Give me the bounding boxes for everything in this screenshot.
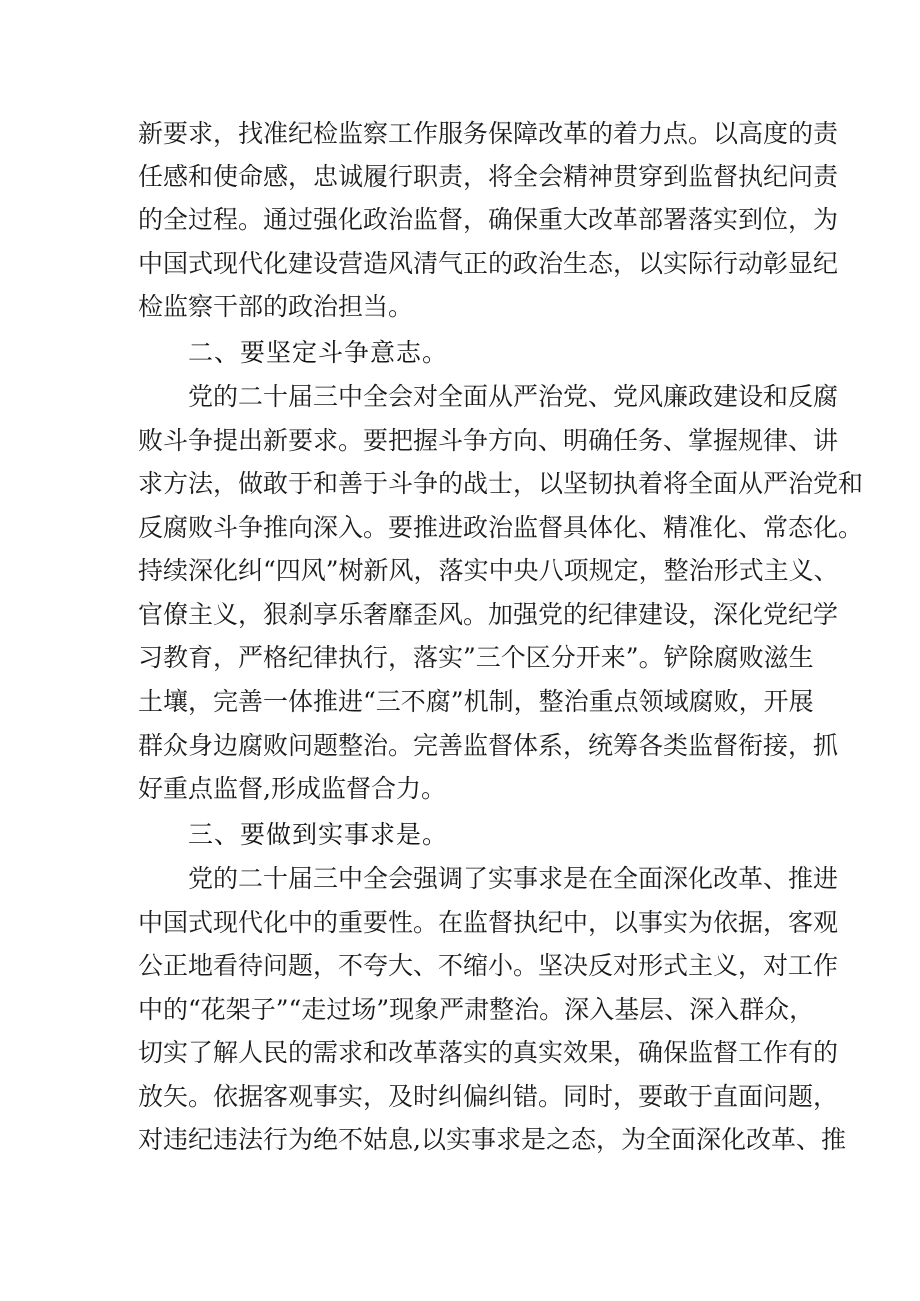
paragraph-line: 新要求，找准纪检监察工作服务保障改革的着力点。以高度的责 — [138, 119, 839, 148]
paragraph-line: 切实了解人民的需求和改革落实的真实效果，确保监督工作有的 — [138, 1038, 839, 1067]
paragraph-line: 反腐败斗争推向深入。要推进政治监督具体化、精准化、常态化。 — [138, 513, 864, 542]
paragraph-line: 对违纪违法行为绝不姑息,以实事求是之态，为全面深化改革、推 — [138, 1125, 846, 1154]
paragraph-line: 党的二十届三中全会对全面从严治党、党风廉政建设和反腐 — [188, 382, 839, 411]
paragraph-line: 党的二十届三中全会强调了实事求是在全面深化改革、推进 — [188, 864, 839, 893]
paragraph-line: 群众身边腐败问题整治。完善监督体系，统筹各类监督衔接，抓 — [138, 731, 839, 760]
paragraph-line: 好重点监督,形成监督合力。 — [138, 774, 446, 803]
paragraph-line: 土壤，完善一体推进“三不腐”机制，整治重点领域腐败，开展 — [138, 687, 814, 716]
paragraph-line: 中国式现代化建设营造风清气正的政治生态，以实际行动彰显纪 — [138, 249, 839, 278]
paragraph-line: 的全过程。通过强化政治监督，确保重大改革部署落实到位，为 — [138, 205, 839, 234]
paragraph-line: 中国式现代化中的重要性。在监督执纪中，以事实为依据，客观 — [138, 908, 839, 937]
paragraph-line: 公正地看待问题，不夸大、不缩小。坚决反对形式主义，对工作 — [138, 951, 839, 980]
paragraph-line: 放矢。依据客观事实，及时纠偏纠错。同时，要敢于直面问题， — [138, 1082, 839, 1111]
section-heading-2: 二、要坚定斗争意志。 — [188, 338, 449, 367]
paragraph-line: 任感和使命感，忠诚履行职责，将全会精神贯穿到监督执纪问责 — [138, 162, 839, 191]
paragraph-line: 习教育，严格纪律执行，落实”三个区分开来”。铲除腐败滋生 — [138, 643, 814, 672]
paragraph-line: 中的“花架子”“走过场”现象严肃整治。深入基层、深入群众， — [138, 995, 815, 1024]
paragraph-line: 官僚主义，狠刹享乐奢靡歪风。加强党的纪律建设，深化党纪学 — [138, 600, 839, 629]
paragraph-line: 求方法，做敢于和善于斗争的战士，以坚韧执着将全面从严治党和 — [138, 469, 864, 498]
paragraph-line: 败斗争提出新要求。要把握斗争方向、明确任务、掌握规律、讲 — [138, 426, 839, 455]
paragraph-line: 持续深化纠“四风”树新风，落实中央八项规定，整治形式主义、 — [138, 556, 839, 585]
section-heading-3: 三、要做到实事求是。 — [188, 820, 449, 849]
paragraph-line: 检监察干部的政治担当。 — [138, 292, 414, 321]
